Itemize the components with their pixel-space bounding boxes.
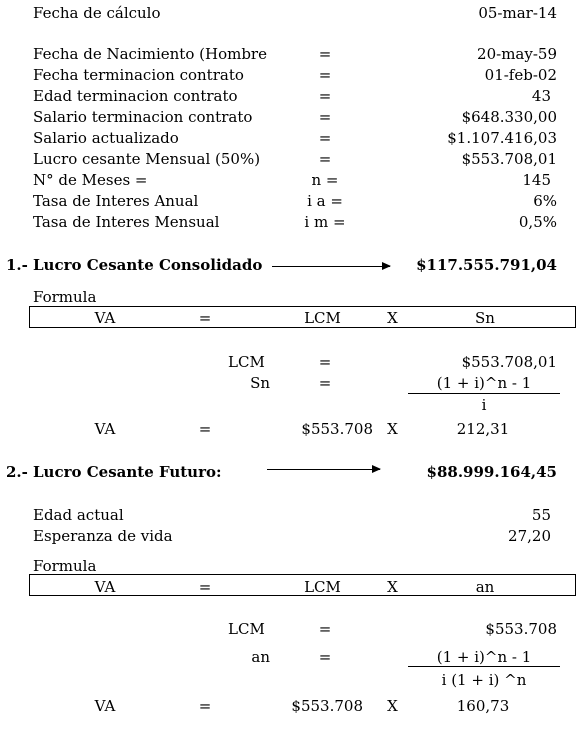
section2-formula-label: Formula <box>33 557 97 575</box>
param-symbol: = <box>318 108 332 126</box>
param-value: 6% <box>533 192 557 210</box>
formula-x: X <box>387 578 398 596</box>
param-label: Fecha de Nacimiento (Hombre <box>33 45 267 63</box>
param-value: 01-feb-02 <box>484 66 557 84</box>
section2-lcm-eq: = <box>318 620 332 638</box>
formula-va: VA <box>94 578 116 596</box>
formula-va: VA <box>94 309 116 327</box>
param-symbol: = <box>318 66 332 84</box>
section1-lcm-eq: = <box>318 353 332 371</box>
section1-total: $117.555.791,04 <box>416 256 557 274</box>
edad-actual-label: Edad actual <box>33 506 124 524</box>
calc-date-label: Fecha de cálculo <box>33 4 161 22</box>
section2-an-eq: = <box>318 648 332 666</box>
formula-x: X <box>387 309 398 327</box>
param-label: Tasa de Interes Mensual <box>33 213 220 231</box>
formula-term: Sn <box>475 309 495 327</box>
param-symbol: = <box>318 129 332 147</box>
param-value: 145 <box>522 171 551 189</box>
result-va: VA <box>94 697 116 715</box>
esperanza-vida-value: 27,20 <box>508 527 551 545</box>
section2-an-denominator: i (1 + i) ^n <box>441 671 527 689</box>
esperanza-vida-label: Esperanza de vida <box>33 527 173 545</box>
section1-sn-eq: = <box>318 374 332 392</box>
param-value: 0,5% <box>518 213 557 231</box>
section2-number: 2.- <box>6 463 28 481</box>
section1-number: 1.- <box>6 256 28 274</box>
param-value: $1.107.416,03 <box>447 129 557 147</box>
section2-total: $88.999.164,45 <box>426 463 557 481</box>
param-symbol: = <box>318 87 332 105</box>
result-lcm: $553.708 <box>301 420 373 438</box>
section2-lcm-label: LCM <box>228 620 265 638</box>
section1-sn-label: Sn <box>250 374 270 392</box>
param-label: Salario terminacion contrato <box>33 108 253 126</box>
param-symbol: n = <box>311 171 339 189</box>
param-value: $648.330,00 <box>461 108 557 126</box>
param-label: Edad terminacion contrato <box>33 87 238 105</box>
param-value: 43 <box>531 87 551 105</box>
section1-title: Lucro Cesante Consolidado <box>33 256 263 274</box>
result-term: 212,31 <box>456 420 510 438</box>
section1-sn-denominator: i <box>481 396 487 414</box>
param-symbol: = <box>318 45 332 63</box>
section1-lcm-value: $553.708,01 <box>461 353 557 371</box>
arrow-right-icon <box>267 469 380 470</box>
formula-eq: = <box>198 578 212 596</box>
formula-lcm: LCM <box>304 578 341 596</box>
param-symbol: = <box>318 150 332 168</box>
calc-date-value: 05-mar-14 <box>478 4 557 22</box>
section1-sn-numerator: (1 + i)^n - 1 <box>436 374 532 392</box>
param-label: N° de Meses = <box>33 171 148 189</box>
result-eq: = <box>198 697 212 715</box>
fraction-bar <box>408 393 560 394</box>
section1-lcm-label: LCM <box>228 353 265 371</box>
result-eq: = <box>198 420 212 438</box>
result-x: X <box>387 697 398 715</box>
result-lcm: $553.708 <box>291 697 363 715</box>
param-symbol: i m = <box>304 213 346 231</box>
param-label: Fecha terminacion contrato <box>33 66 244 84</box>
param-value: 20-may-59 <box>477 45 557 63</box>
section2-an-numerator: (1 + i)^n - 1 <box>436 648 532 666</box>
result-va: VA <box>94 420 116 438</box>
section2-an-label: an <box>251 648 270 666</box>
param-label: Tasa de Interes Anual <box>33 192 199 210</box>
param-symbol: i a = <box>307 192 343 210</box>
param-label: Lucro cesante Mensual (50%) <box>33 150 261 168</box>
section1-formula-label: Formula <box>33 288 97 306</box>
fraction-bar <box>408 666 560 667</box>
arrow-right-icon <box>272 266 390 267</box>
edad-actual-value: 55 <box>531 506 551 524</box>
formula-lcm: LCM <box>304 309 341 327</box>
result-term: 160,73 <box>456 697 510 715</box>
section2-lcm-value: $553.708 <box>485 620 557 638</box>
result-x: X <box>387 420 398 438</box>
param-value: $553.708,01 <box>461 150 557 168</box>
formula-term: an <box>475 578 495 596</box>
param-label: Salario actualizado <box>33 129 179 147</box>
section2-title: Lucro Cesante Futuro: <box>33 463 222 481</box>
formula-eq: = <box>198 309 212 327</box>
